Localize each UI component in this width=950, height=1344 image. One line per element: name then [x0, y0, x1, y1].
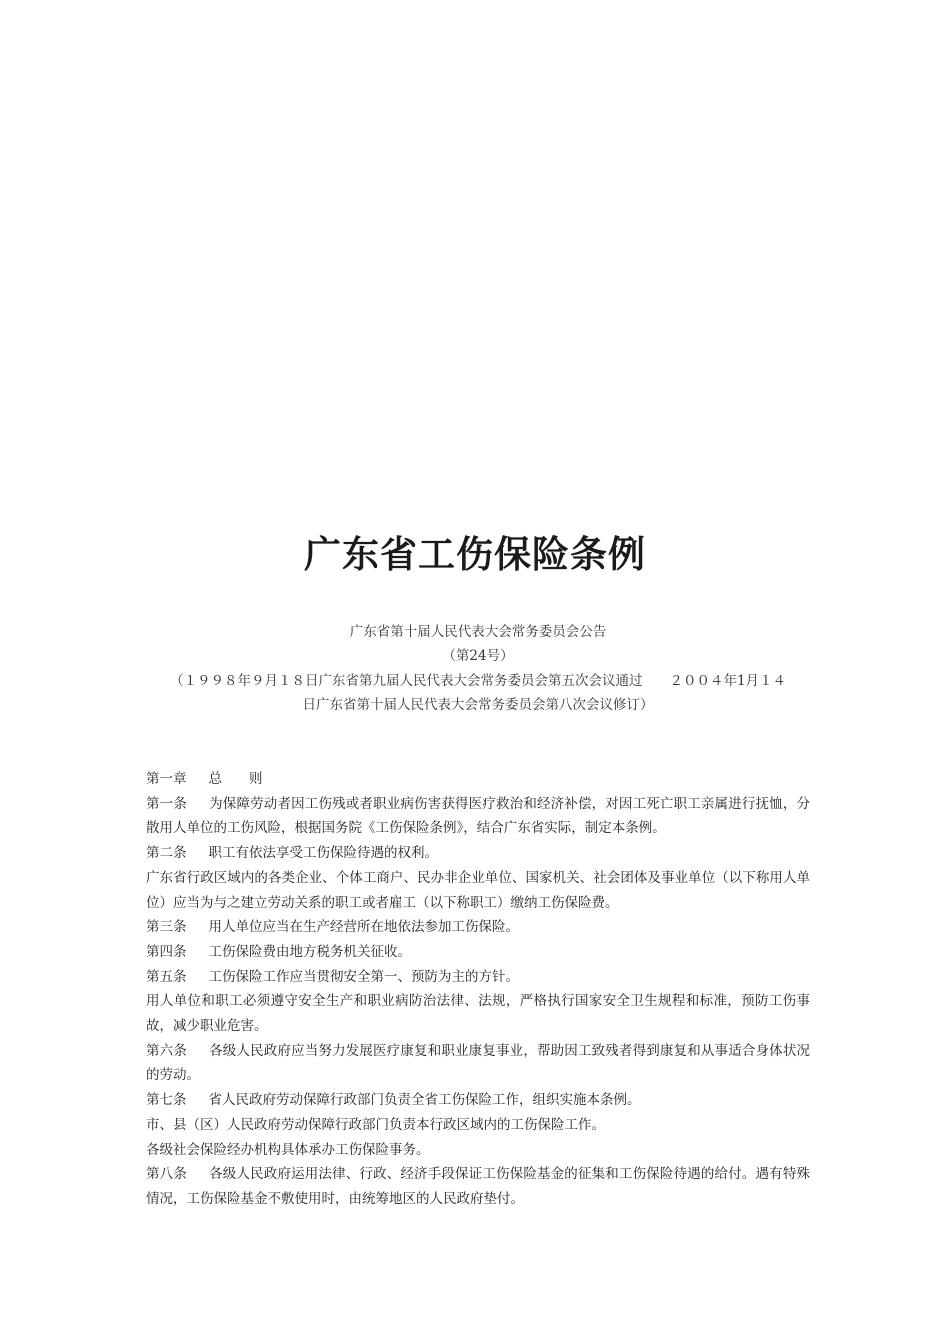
chapter-heading [146, 767, 810, 792]
article-text: 工伤保险工作应当贯彻安全第一、预防为主的方针。 [208, 968, 519, 985]
article-text: 各级人民政府应当努力发展医疗康复和职业康复事业，帮助因工致残者得到康复和从事适合身体状况的劳动。 [146, 1042, 811, 1084]
article-text: 为保障劳动者因工伤残或者职业病伤害获得医疗救治和经济补偿，对因工死亡职工亲属进行抚恤，分散用人单位的工伤风险，根据国务院《工伤保险条例》，结合广东省实际，制定本条例。 [146, 795, 811, 837]
continuation-paragraph [146, 989, 810, 1038]
article-text: 各级社会保险经办机构具体承办工伤保险事务。 [146, 1141, 430, 1158]
article-text: 用人单位和职工必须遵守安全生产和职业病防治法律、法规，严格执行国家安全卫生规程和标准，预防工伤事故，减少职业危害。 [146, 993, 810, 1035]
continuation-paragraph [146, 1113, 810, 1138]
announcement-line: 广东省第十届人民代表大会常务委员会公告 [349, 624, 607, 640]
article-paragraph [146, 841, 810, 866]
article-label: 第六条 [146, 1042, 187, 1059]
article-paragraph [146, 915, 810, 940]
article-label: 第三条 [146, 919, 187, 936]
chapter-name: 总 则 [208, 771, 263, 787]
article-paragraph [146, 1088, 810, 1113]
announcement-number: （第24号） [442, 648, 514, 664]
article-text: 工伤保险费由地方税务机关征收。 [208, 943, 411, 960]
article-paragraph [146, 1162, 810, 1211]
history-line-2: 日广东省第十届人民代表大会常务委员会第八次会议修订） [302, 697, 654, 713]
article-label: 第五条 [146, 968, 187, 985]
continuation-paragraph [146, 866, 810, 915]
article-text: 用人单位应当在生产经营所在地依法参加工伤保险。 [208, 919, 519, 936]
history-line-1: （１９９８年９月１８日广东省第九届人民代表大会常务委员会第五次会议通过 ２００４年1月１４ [169, 673, 787, 689]
article-text: 职工有依法享受工伤保险待遇的权利。 [208, 845, 438, 862]
article-label: 第二条 [146, 845, 187, 862]
article-label: 第一条 [146, 795, 187, 812]
article-label: 第四条 [146, 943, 187, 960]
article-list [146, 792, 810, 1212]
article-text: 广东省行政区域内的各类企业、个体工商户、民办非企业单位、国家机关、社会团体及事业单位（以下称用人单位）应当为与之建立劳动关系的职工或者雇工（以下称职工）缴纳工伤保险费。 [146, 869, 810, 911]
article-text: 省人民政府劳动保障行政部门负责全省工伤保险工作，组织实施本条例。 [208, 1092, 641, 1109]
article-paragraph [146, 792, 810, 841]
article-label: 第八条 [146, 1166, 187, 1183]
article-paragraph [146, 965, 810, 990]
document-title: 广东省工伤保险条例 [304, 533, 646, 576]
article-paragraph [146, 940, 810, 965]
continuation-paragraph [146, 1138, 810, 1163]
article-text: 各级人民政府运用法律、行政、经济手段保证工伤保险基金的征集和工伤保险待遇的给付。遇有特殊情况，工伤保险基金不敷使用时，由统筹地区的人民政府垫付。 [146, 1166, 811, 1207]
chapter-label: 第一章 [146, 771, 187, 787]
article-paragraph [146, 1039, 810, 1088]
article-label: 第七条 [146, 1092, 187, 1109]
article-text: 市、县（区）人民政府劳动保障行政部门负责本行政区域内的工伤保险工作。 [146, 1116, 605, 1133]
document-body [146, 767, 810, 1212]
